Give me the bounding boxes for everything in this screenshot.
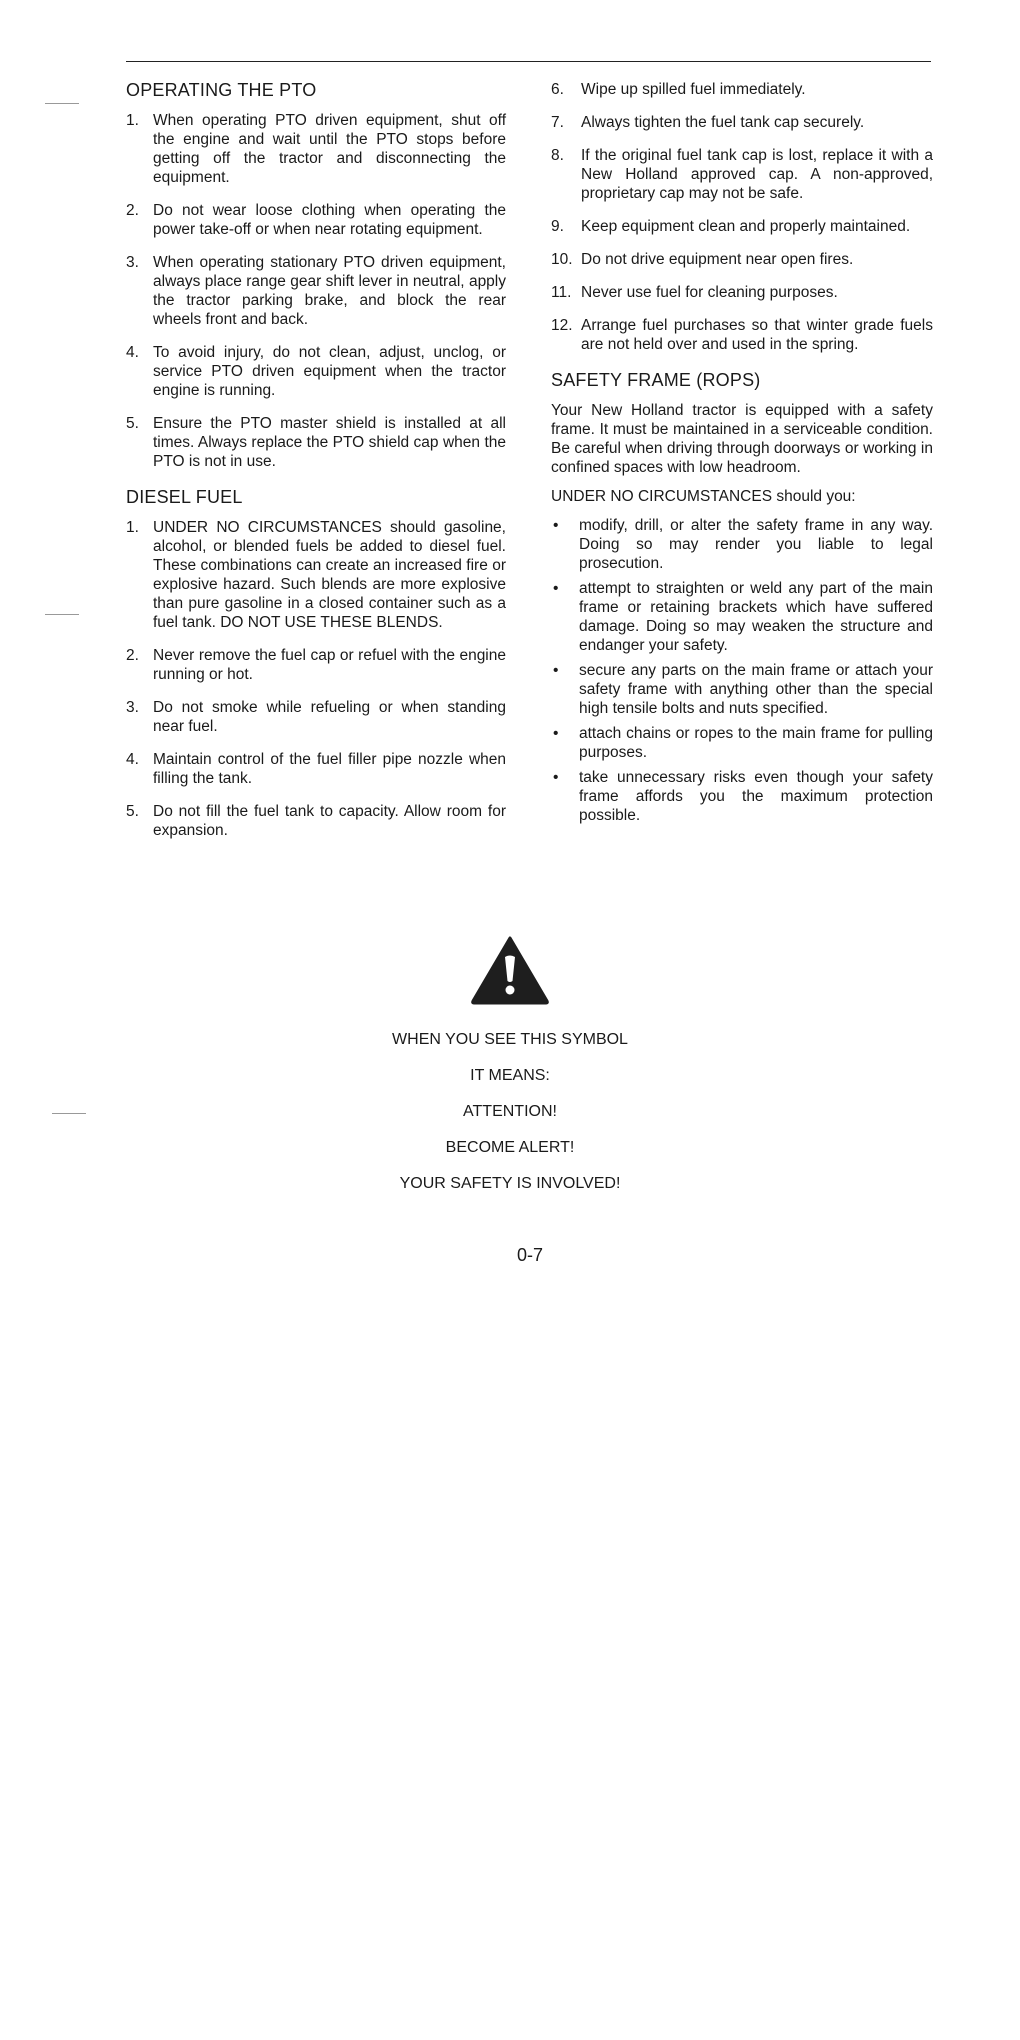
item-text: If the original fuel tank cap is lost, replace it with a New Holland approved cap. A non-approved, proprietary cap may not be safe. (581, 147, 933, 202)
fuel-list-continued (551, 80, 933, 354)
list-item (126, 518, 506, 632)
section-title-safety-frame: SAFETY FRAME (ROPS) (551, 370, 761, 390)
item-text: Maintain control of the fuel filler pipe nozzle when filling the tank. (153, 751, 506, 787)
diesel-list (126, 518, 506, 840)
list-item (551, 283, 933, 302)
bullet-item (551, 579, 933, 655)
bullet-text: attempt to straighten or weld any part of the main frame or retaining brackets which have suffered damage. Doing so may weaken the structure and endanger your safety. (579, 580, 933, 654)
bullet-icon: • (553, 769, 559, 786)
list-item (126, 253, 506, 329)
warning-line: WHEN YOU SEE THIS SYMBOL (392, 1031, 628, 1048)
scan-mark (45, 103, 79, 104)
item-text: Do not fill the fuel tank to capacity. Allow room for expansion. (153, 803, 506, 839)
list-item (551, 146, 933, 203)
list-item (551, 217, 933, 236)
bullet-icon: • (553, 662, 559, 679)
item-number: 1. (126, 519, 139, 536)
list-item (551, 250, 933, 269)
item-number: 3. (126, 254, 139, 271)
item-number: 3. (126, 699, 139, 716)
list-item (126, 414, 506, 471)
list-item (126, 343, 506, 400)
list-item (126, 802, 506, 840)
list-item (551, 316, 933, 354)
list-item (551, 80, 933, 99)
item-number: 12. (551, 317, 573, 334)
bullet-icon: • (553, 725, 559, 742)
bullet-icon: • (553, 517, 559, 534)
item-number: 10. (551, 251, 573, 268)
item-number: 5. (126, 803, 139, 820)
warning-line: ATTENTION! (463, 1103, 557, 1120)
warning-line: BECOME ALERT! (445, 1139, 575, 1156)
warning-line: IT MEANS: (470, 1067, 550, 1084)
item-text: Keep equipment clean and properly maintained. (581, 218, 911, 235)
section-title-diesel-fuel: DIESEL FUEL (126, 487, 243, 507)
item-text: Ensure the PTO master shield is installed at all times. Always replace the PTO shield cap when the PTO is not in use. (153, 415, 506, 470)
list-item (126, 201, 506, 239)
list-item (126, 646, 506, 684)
item-number: 4. (126, 751, 139, 768)
list-item (551, 113, 933, 132)
item-text: Do not drive equipment near open fires. (581, 251, 854, 268)
left-column (126, 80, 506, 854)
item-text: To avoid injury, do not clean, adjust, unclog, or service PTO driven equipment when the tractor engine is running. (153, 344, 506, 399)
list-item (126, 111, 506, 187)
page-number: 0-7 (516, 1245, 543, 1265)
bullet-icon: • (553, 580, 559, 597)
item-number: 5. (126, 415, 139, 432)
item-text: Do not wear loose clothing when operating the power take-off or when near rotating equipment. (153, 202, 506, 238)
rops-intro: Your New Holland tractor is equipped with a safety frame. It must be maintained in a serviceable condition. Be careful when driving through doorways or working in confined spaces with low headroom. (551, 402, 933, 476)
bullet-text: attach chains or ropes to the main frame for pulling purposes. (579, 725, 933, 761)
item-text: Never remove the fuel cap or refuel with the engine running or hot. (153, 647, 506, 683)
bullet-text: secure any parts on the main frame or attach your safety frame with anything other than the special high tensile bolts and nuts specified. (579, 662, 933, 717)
item-text: Never use fuel for cleaning purposes. (581, 284, 838, 301)
bullet-text: take unnecessary risks even though your safety frame affords you the maximum protection possible. (579, 769, 933, 824)
rops-bullet-list (551, 516, 933, 825)
scan-mark (45, 614, 79, 615)
rops-lead: UNDER NO CIRCUMSTANCES should you: (551, 488, 856, 505)
top-rule (126, 61, 931, 62)
warning-line: YOUR SAFETY IS INVOLVED! (399, 1175, 621, 1192)
bullet-item (551, 516, 933, 573)
item-text: Wipe up spilled fuel immediately. (581, 81, 806, 98)
warning-symbol (0, 935, 1020, 1005)
item-number: 6. (551, 81, 564, 98)
right-column (551, 80, 933, 831)
bullet-item (551, 768, 933, 825)
warning-triangle-icon (470, 935, 550, 1005)
bullet-item (551, 661, 933, 718)
item-text: UNDER NO CIRCUMSTANCES should gasoline, alcohol, or blended fuels be added to diesel fuel. These combinations can create an increased fire or explosive hazard. Such blends are more explosive than pure gasoline in a closed container such as a fuel tank. DO NOT USE THESE BLENDS. (153, 519, 506, 631)
item-number: 2. (126, 647, 139, 664)
bullet-text: modify, drill, or alter the safety frame in any way. Doing so may render you liable to legal prosecution. (579, 517, 933, 572)
item-text: When operating stationary PTO driven equipment, always place range gear shift lever in neutral, apply the tractor parking brake, and block the rear wheels front and back. (153, 254, 506, 328)
section-title-operating-pto: OPERATING THE PTO (126, 80, 317, 100)
item-number: 1. (126, 112, 139, 129)
pto-list (126, 111, 506, 471)
item-number: 11. (551, 284, 572, 301)
list-item (126, 698, 506, 736)
item-number: 7. (551, 114, 564, 131)
list-item (126, 750, 506, 788)
item-text: Do not smoke while refueling or when standing near fuel. (153, 699, 506, 735)
item-number: 4. (126, 344, 139, 361)
bullet-item (551, 724, 933, 762)
item-number: 2. (126, 202, 139, 219)
item-number: 9. (551, 218, 564, 235)
item-text: When operating PTO driven equipment, shut off the engine and wait until the PTO stops before getting off the tractor and disconnecting the equipment. (153, 112, 506, 186)
item-text: Always tighten the fuel tank cap securely. (581, 114, 865, 131)
item-number: 8. (551, 147, 564, 164)
item-text: Arrange fuel purchases so that winter grade fuels are not held over and used in the spring. (581, 317, 933, 353)
